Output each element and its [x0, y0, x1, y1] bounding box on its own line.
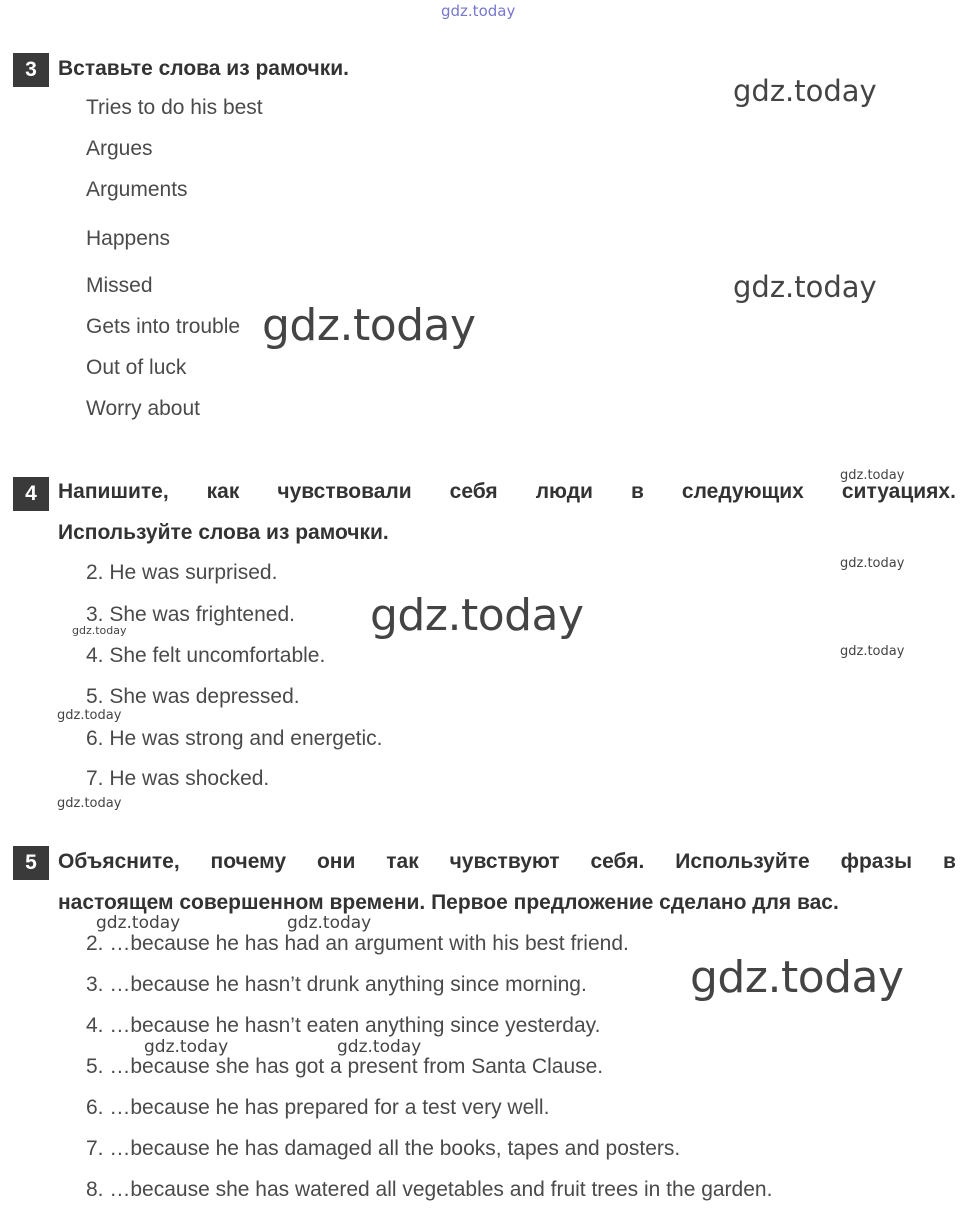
- exercise-5-heading-line2: настоящем совершенном времени. Первое предложение сделано для вас.: [58, 891, 839, 914]
- ex5-item: 2. …because he has had an argument with his best friend.: [86, 932, 629, 955]
- ex5-item: 4. …because he hasn’t eaten anything since yesterday.: [86, 1014, 601, 1037]
- ex3-item: Worry about: [86, 397, 200, 420]
- heading-word: Напишите,: [58, 480, 169, 503]
- ex4-item: 6. He was strong and energetic.: [86, 727, 383, 750]
- ex4-item: 3. She was frightened.: [86, 603, 295, 626]
- heading-word: так: [386, 850, 419, 873]
- watermark: gdz.today: [287, 913, 372, 933]
- watermark: gdz.today: [840, 468, 905, 483]
- watermark: gdz.today: [72, 624, 127, 637]
- exercise-3-number: 3: [13, 53, 49, 87]
- ex4-item: 5. She was depressed.: [86, 685, 300, 708]
- ex5-item: 3. …because he hasn’t drunk anything since morning.: [86, 973, 587, 996]
- top-watermark: gdz.today: [441, 2, 516, 20]
- watermark: gdz.today: [144, 1037, 229, 1057]
- ex3-item: Missed: [86, 274, 153, 297]
- watermark: gdz.today: [96, 913, 181, 933]
- ex3-item: Arguments: [86, 178, 188, 201]
- heading-word: в: [942, 850, 956, 873]
- ex5-item: 7. …because he has damaged all the books, tapes and posters.: [86, 1137, 681, 1160]
- heading-word: люди: [535, 480, 593, 503]
- ex4-item: 7. He was shocked.: [86, 767, 270, 790]
- heading-word: как: [206, 480, 240, 503]
- exercise-3-heading: Вставьте слова из рамочки.: [58, 57, 349, 80]
- exercise-5-heading: [58, 850, 956, 874]
- heading-word: ситуациях.: [841, 480, 956, 503]
- watermark: gdz.today: [57, 796, 122, 811]
- ex3-item: Tries to do his best: [86, 96, 263, 119]
- heading-word: в: [630, 480, 644, 503]
- watermark: gdz.today: [262, 300, 476, 351]
- ex3-item: Out of luck: [86, 356, 187, 379]
- heading-word: следующих: [681, 480, 804, 503]
- heading-word: фразы: [840, 850, 913, 873]
- exercise-4-number: 4: [13, 477, 49, 511]
- watermark: gdz.today: [370, 590, 584, 641]
- ex4-item: 2. He was surprised.: [86, 561, 278, 584]
- heading-word: чувствовали: [277, 480, 412, 503]
- heading-word: чувствуют: [449, 850, 560, 873]
- heading-word: себя.: [590, 850, 645, 873]
- ex5-item: 5. …because she has got a present from Santa Clause.: [86, 1055, 604, 1078]
- watermark: gdz.today: [690, 952, 904, 1003]
- heading-word: Используйте: [675, 850, 810, 873]
- ex3-item: Happens: [86, 227, 171, 250]
- watermark: gdz.today: [840, 644, 905, 659]
- ex5-item: 8. …because she has watered all vegetables and fruit trees in the garden.: [86, 1178, 773, 1201]
- heading-word: они: [316, 850, 356, 873]
- watermark: gdz.today: [57, 708, 122, 723]
- watermark: gdz.today: [337, 1037, 422, 1057]
- heading-word: Объясните,: [58, 850, 180, 873]
- watermark: gdz.today: [733, 74, 877, 108]
- watermark: gdz.today: [840, 556, 905, 571]
- exercise-5-number: 5: [13, 846, 49, 880]
- exercise-4-heading: [58, 480, 956, 504]
- heading-word: себя: [449, 480, 498, 503]
- heading-word: почему: [210, 850, 287, 873]
- exercise-4-heading-line2: Используйте слова из рамочки.: [58, 521, 389, 544]
- watermark: gdz.today: [733, 270, 877, 304]
- ex3-item: Gets into trouble: [86, 315, 241, 338]
- ex3-item: Argues: [86, 137, 153, 160]
- ex5-item: 6. …because he has prepared for a test very well.: [86, 1096, 550, 1119]
- ex4-item: 4. She felt uncomfortable.: [86, 644, 326, 667]
